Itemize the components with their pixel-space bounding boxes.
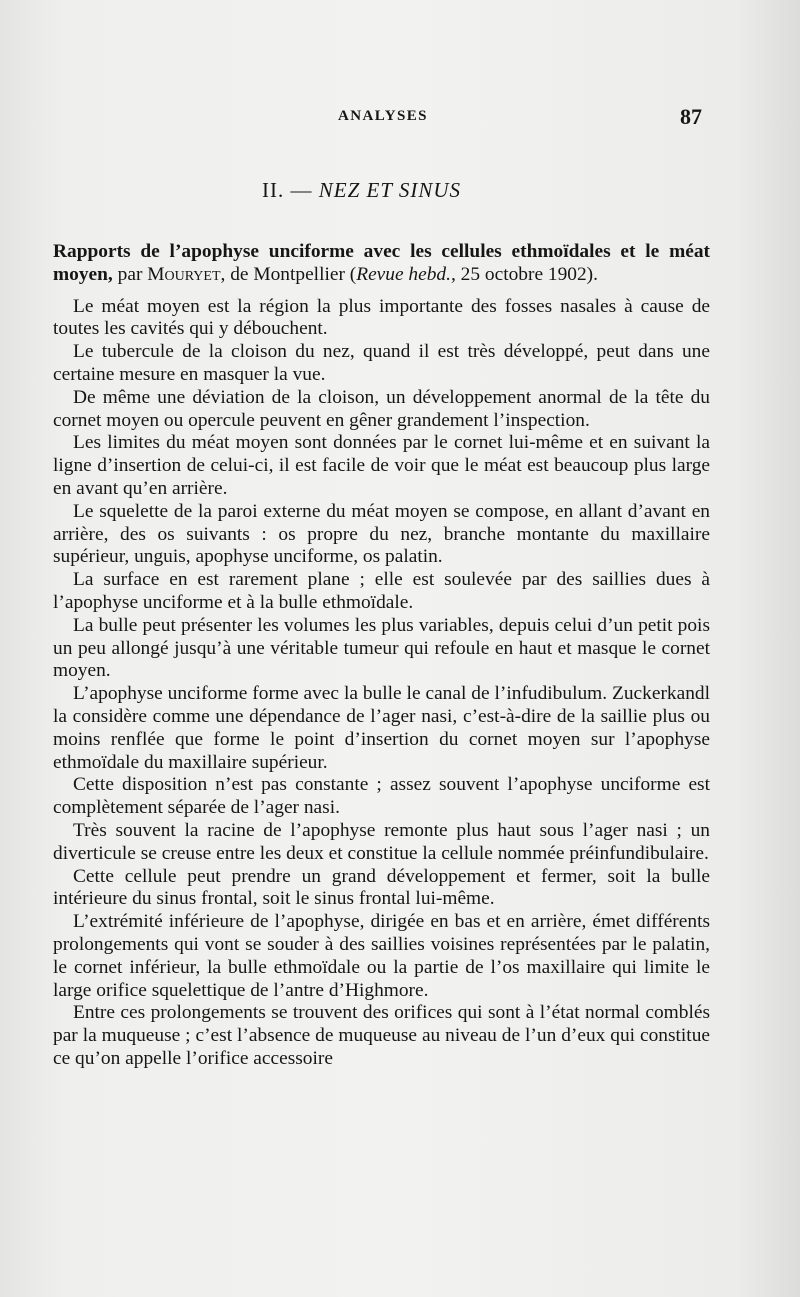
paragraph: La bulle peut présenter les volumes les plus variables, depuis celui d’un petit pois un peu allongé jusqu’à une véritable tumeur qui refoule en haut et masque le cornet moyen.	[53, 614, 710, 682]
section-title: NEZ ET SINUS	[318, 178, 462, 202]
article-author: Mouryet	[147, 263, 221, 285]
article-title: Rapports de l’apophyse unciforme avec les cellules ethmoïdales et le méat moyen,	[53, 241, 710, 285]
paragraph: L’extrémité inférieure de l’apophyse, dirigée en bas et en arrière, émet différents prolongements qui vont se souder à des saillies voisines représentées par le palatin, le cornet inférieur, la bulle ethmoïdale ou la partie de l’os maxillaire qui limite le large orifice squelettique de l’antre d’Highmore.	[53, 911, 710, 1001]
paragraph: La surface en est rarement plane ; elle est soulevée par des saillies dues à l’apophyse unciforme et à la bulle ethmoïdale.	[53, 569, 710, 613]
paragraph: L’apophyse unciforme forme avec la bulle le canal de l’infudibulum. Zuckerkandl la considère comme une dépendance de l’ager nasi, c’est-à-dire de la saillie plus ou moins renflée que forme le point d’insertion du cornet moyen sur l’apophyse ethmoïdale du maxillaire supérieur.	[53, 683, 710, 773]
article-journal: Revue hebd.,	[356, 263, 456, 285]
paragraph: Le méat moyen est la région la plus importante des fosses nasales à cause de toutes les cavités qui y débouchent.	[53, 295, 710, 340]
page-number: 87	[680, 104, 702, 129]
running-title: ANALYSES	[338, 108, 428, 124]
section-heading	[262, 178, 461, 203]
page-header	[0, 104, 800, 138]
paragraph: Cette disposition n’est pas constante ; assez souvent l’apophyse unciforme est complètement séparée de l’ager nasi.	[53, 774, 710, 819]
article-date: 25 octobre 1902).	[455, 263, 598, 285]
paragraph: Très souvent la racine de l’apophyse remonte plus haut sous l’ager nasi ; un diverticule se creuse entre les deux et constitue la cellule nommée préinfundibulaire.	[53, 819, 710, 864]
paragraph: Le tubercule de la cloison du nez, quand il est très développé, peut dans une certaine mesure en masquer la vue.	[53, 341, 710, 385]
article-heading	[53, 241, 710, 287]
paragraph: Entre ces prolongements se trouvent des orifices qui sont à l’état normal comblés par la muqueuse ; c’est l’absence de muqueuse au niveau de l’un d’eux qui constitue ce qu’on appelle l’orifice accessoire	[53, 1002, 710, 1069]
article-place: , de Montpellier (	[220, 263, 357, 285]
section-number: II. —	[262, 178, 313, 202]
paragraph: Les limites du méat moyen sont données par le cornet lui-même et en suivant la ligne d’insertion de celui-ci, il est facile de voir que le méat est beaucoup plus large en avant qu’en arrière.	[53, 432, 710, 499]
paragraph: Le squelette de la paroi externe du méat moyen se compose, en allant d’avant en arrière, des os suivants : os propre du nez, branche montante du maxillaire supérieur, unguis, apophyse unciforme, os palatin.	[53, 500, 710, 568]
article-by: par	[112, 263, 148, 285]
paragraph: Cette cellule peut prendre un grand développement et fermer, soit la bulle intérieure du sinus frontal, soit le sinus frontal lui-même.	[53, 865, 710, 910]
paragraph: De même une déviation de la cloison, un développement anormal de la tête du cornet moyen ou opercule peuvent en gêner grandement l’inspection.	[53, 386, 710, 431]
article	[53, 241, 710, 1071]
